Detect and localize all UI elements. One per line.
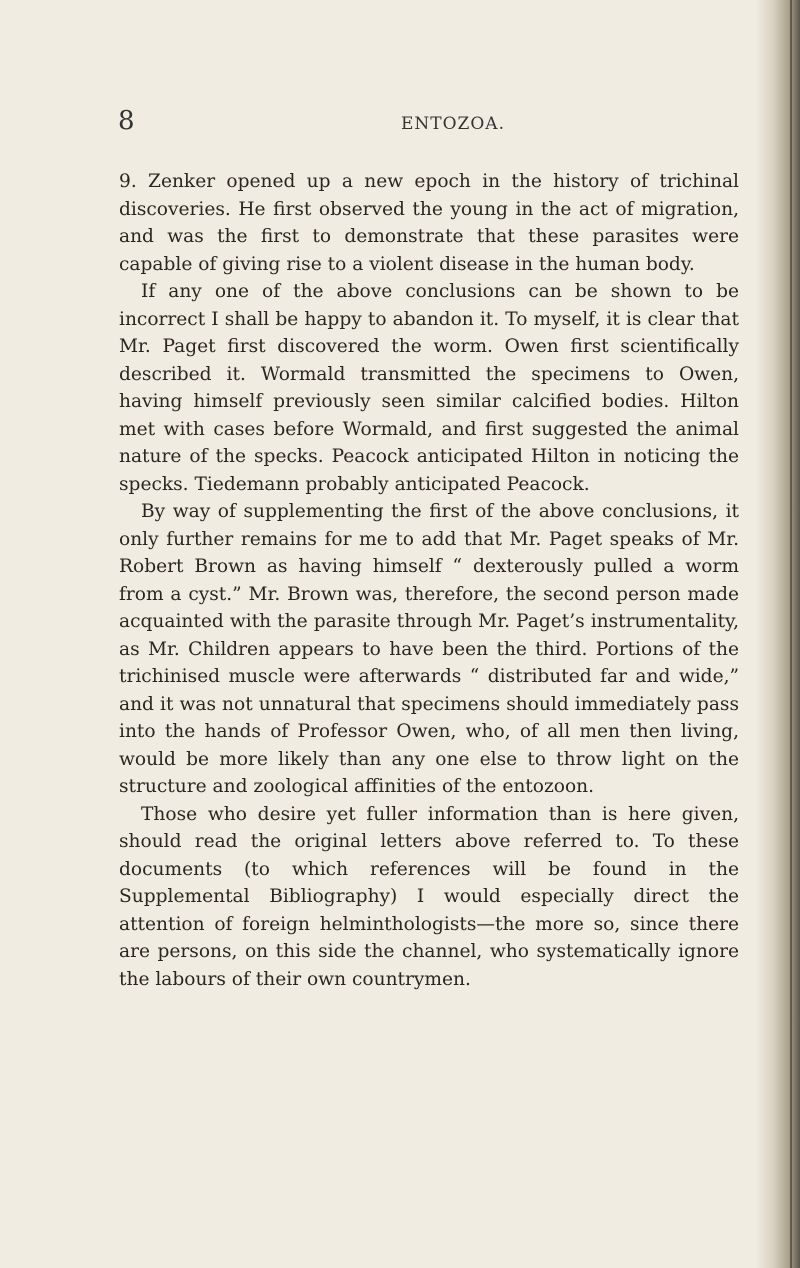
page-number: 8: [118, 106, 135, 136]
paragraph-zenker: 9. Zenker opened up a new epoch in the history of trichinal discoveries. He first observed the young in the act of migration, and was the first to demonstrate that these parasites were capable of giving rise to a violent disease in the human body.: [119, 171, 739, 275]
page-edge-line: [790, 0, 792, 1268]
page-edge-shadow: [756, 0, 800, 1268]
running-head: [118, 106, 738, 142]
paragraph-supplement: By way of supplementing the first of the above conclusions, it only further remains for me to add that Mr. Paget speaks of Mr. Robert Brown as having himself “ dexterously pulled a worm from a cyst.” Mr. Brown was, therefore, the second person made acquainted with the parasite through Mr. Paget’s instrumentality, as Mr. Children appears to have been the third. Portions of the trichinised muscle were afterwards “ distributed far and wide,” and it was not unnatural that specimens should immediately pass into the hands of Professor Owen, who, of all men then living, would be more likely than any one else to throw light on the structure and zoological affinities of the entozoon.: [119, 501, 739, 797]
body-text: [119, 168, 739, 993]
running-title: ENTOZOA.: [401, 114, 505, 134]
paragraph-further-information: Those who desire yet fuller information than is here given, should read the original letters above referred to. To these documents (to which references will be found in the Supplemental Bibliography) I would especially direct the attention of foreign helminthologists—the more so, since there are persons, on this side the channel, who systematically ignore the labours of their own countrymen.: [119, 803, 739, 990]
paragraph-conclusions: If any one of the above conclusions can be shown to be incorrect I shall be happy to abandon it. To myself, it is clear that Mr. Paget first discovered the worm. Owen first scientifically described it. Wormald transmitted the specimens to Owen, having himself previously seen similar calcified bodies. Hilton met with cases before Wormald, and first suggested the animal nature of the specks. Peacock anticipated Hilton in noticing the specks. Tiedemann probably anticipated Peacock.: [119, 281, 739, 495]
